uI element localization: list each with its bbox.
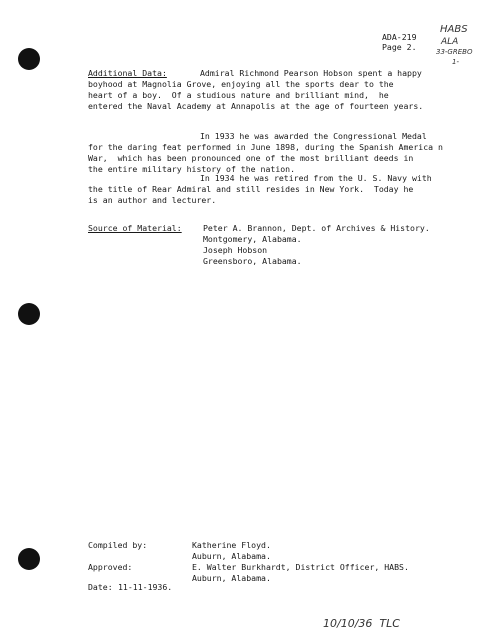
compiled-line: Katherine Floyd. — [192, 540, 271, 550]
paragraph-line: is an author and lecturer. — [88, 195, 217, 205]
paragraph-line: In 1933 he was awarded the Congressional Medal — [200, 131, 427, 141]
paragraph-line: the entire military history of the nation. — [88, 164, 296, 174]
paragraph-line: Admiral Richmond Pearson Hobson spent a happy — [200, 68, 422, 78]
source-line: Peter A. Brannon, Dept. of Archives & History. — [203, 223, 430, 233]
date-label: Date: — [88, 582, 113, 592]
punch-hole — [18, 548, 40, 570]
handwritten-tag-line: HABS — [440, 24, 468, 35]
punch-hole — [18, 303, 40, 325]
doc-id: ADA-219 — [382, 32, 417, 42]
approved-line: Auburn, Alabama. — [192, 573, 271, 583]
paragraph-line: heart of a boy. Of a studious nature and brilliant mind, he — [88, 90, 389, 100]
paragraph-line: War, which has been pronounced one of the most brilliant deeds in — [88, 153, 414, 163]
handwritten-tag-line: 33-GREBO — [436, 48, 473, 56]
additional-data-heading: Additional Data: — [88, 68, 167, 78]
paragraph-line: boyhood at Magnolia Grove, enjoying all the sports dear to the — [88, 79, 394, 89]
source-line: Montgomery, Alabama. — [203, 234, 302, 244]
source-heading: Source of Material: — [88, 223, 182, 233]
compiled-label: Compiled by: — [88, 540, 148, 550]
paragraph-line: for the daring feat performed in June 1898, during the Spanish America n — [88, 142, 443, 152]
handwritten-tag-line: 1- — [452, 58, 459, 66]
source-line: Greensboro, Alabama. — [203, 256, 302, 266]
approved-label: Approved: — [88, 562, 133, 572]
source-line: Joseph Hobson — [203, 245, 268, 255]
handwritten-note: 10/10/36 TLC — [323, 617, 400, 630]
handwritten-tag-line: ALA — [441, 37, 459, 47]
paragraph-line: In 1934 he was retired from the U. S. Navy with — [200, 173, 432, 183]
compiled-line: Auburn, Alabama. — [192, 551, 271, 561]
punch-hole — [18, 48, 40, 70]
paragraph-line: the title of Rear Admiral and still resides in New York. Today he — [88, 184, 414, 194]
paragraph-line: entered the Naval Academy at Annapolis at the age of fourteen years. — [88, 101, 424, 111]
approved-line: E. Walter Burkhardt, District Officer, HABS. — [192, 562, 409, 572]
page-label: Page 2. — [382, 42, 417, 52]
date-value: 11-11-1936. — [118, 582, 173, 592]
